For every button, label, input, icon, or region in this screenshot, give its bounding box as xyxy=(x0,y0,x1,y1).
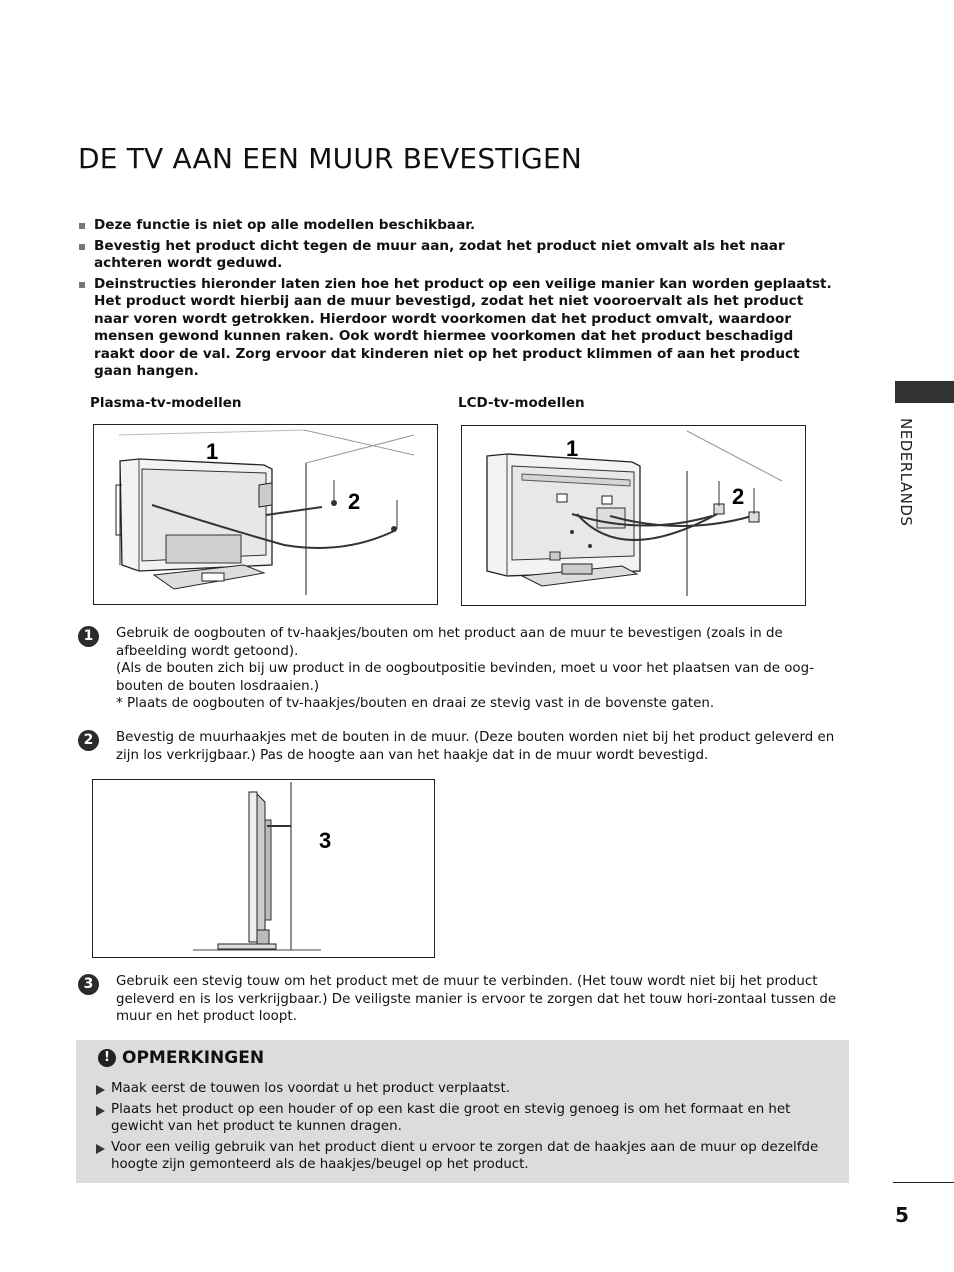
note-text: Maak eerst de touwen los voordat u het product verplaatst. xyxy=(111,1081,511,1096)
figure-label-2: 2 xyxy=(732,484,745,509)
intro-text: Bevestig het product dicht tegen de muur aan, zodat het product niet omvalt als het naar achteren wordt geduwd. xyxy=(94,237,785,271)
step-text: Gebruik de oogbouten of tv-haakjes/bouten om het product aan de muur te bevestigen (zoals in de afbeelding wordt getoond). xyxy=(116,626,783,659)
figure-plasma xyxy=(93,424,438,605)
bullet-square-icon xyxy=(79,244,85,250)
caption-plasma: Plasma-tv-modellen xyxy=(90,395,242,411)
step-text: Gebruik een stevig touw om het product met de muur te verbinden. (Het touw wordt niet bij het product geleverd en is los verkrijgbaar.) De veiligste manier is ervoor te zorgen dat het touw hori-zontaal tussen de muur en het product loopt. xyxy=(116,974,837,1025)
step-text: (Als de bouten zich bij uw product in de oogboutpositie bevinden, moet u voor het plaatsen van de oog-bouten de bouten losdraaien.) xyxy=(116,661,814,694)
plasma-illustration xyxy=(94,425,439,606)
figure-label-3: 3 xyxy=(319,828,332,853)
intro-text: Deinstructies hieronder laten zien hoe het product op een veilige manier kan worden geplaatst. Het product wordt hierbij aan de muur bevestigd, zodat het niet vooroervalt als het product naar voren wordt getrokken. Hierdoor wordt voorkomen dat het product omvalt, waardoor mensen gewond kunnen raken. Ook wordt hiermee voorkomen dat het product beschadigd raakt door de val. Zorg ervoor dat kinderen niet op het product klimmen of aan het product gaan hangen. xyxy=(94,275,832,379)
note-text: Plaats het product op een houder of op een kast die groot en stevig genoeg is om het formaat en het gewicht van het product te kunnen dragen. xyxy=(111,1101,791,1135)
page-number: 5 xyxy=(895,1203,909,1227)
bullet-square-icon xyxy=(79,282,85,288)
figure-side-view xyxy=(92,779,435,958)
step-number-badge: 2 xyxy=(78,730,99,751)
note-item xyxy=(96,1139,836,1174)
notes-box xyxy=(76,1040,849,1183)
arrow-right-icon xyxy=(96,1144,105,1154)
notes-heading xyxy=(98,1048,264,1068)
note-item xyxy=(96,1101,836,1136)
footer-rule xyxy=(893,1182,954,1183)
intro-text: Deze functie is niet op alle modellen beschikbaar. xyxy=(94,217,476,233)
language-label: NEDERLANDS xyxy=(897,418,915,527)
step-number-badge: 1 xyxy=(78,626,99,647)
figure-label-1: 1 xyxy=(566,436,579,461)
caption-lcd: LCD-tv-modellen xyxy=(458,395,585,411)
step-text: * Plaats de oogbouten of tv-haakjes/bouten en draai ze stevig vast in de bovenste gaten. xyxy=(116,696,715,712)
language-tab-marker xyxy=(895,381,954,403)
figure-label-1: 1 xyxy=(206,439,219,464)
intro-item xyxy=(78,276,838,381)
intro-list xyxy=(78,217,838,384)
step-1 xyxy=(78,625,838,713)
step-text: Bevestig de muurhaakjes met de bouten in de muur. (Deze bouten worden niet bij het product geleverd en zijn los verkrijgbaar.) Pas de hoogte aan van het haakje dat in de muur wordt bevestigd. xyxy=(116,730,835,763)
figure-label-2: 2 xyxy=(348,489,361,514)
notes-title: OPMERKINGEN xyxy=(122,1048,265,1068)
step-2 xyxy=(78,729,838,764)
intro-item xyxy=(78,238,838,273)
step-3 xyxy=(78,973,838,1026)
notes-list xyxy=(96,1080,836,1177)
note-text: Voor een veilig gebruik van het product dient u ervoor te zorgen dat de haakjes aan de muur op dezelfde hoogte zijn gemonteerd als de haakjes/beugel op het product. xyxy=(111,1139,819,1173)
lcd-illustration xyxy=(462,426,807,607)
arrow-right-icon xyxy=(96,1085,105,1095)
figure-lcd xyxy=(461,425,806,606)
arrow-right-icon xyxy=(96,1106,105,1116)
note-item xyxy=(96,1080,836,1098)
step-number-badge: 3 xyxy=(78,974,99,995)
intro-item xyxy=(78,217,838,235)
page-title: DE TV AAN EEN MUUR BEVESTIGEN xyxy=(78,142,582,175)
warning-icon: ! xyxy=(98,1049,116,1067)
bullet-square-icon xyxy=(79,223,85,229)
side-view-illustration xyxy=(93,780,436,959)
